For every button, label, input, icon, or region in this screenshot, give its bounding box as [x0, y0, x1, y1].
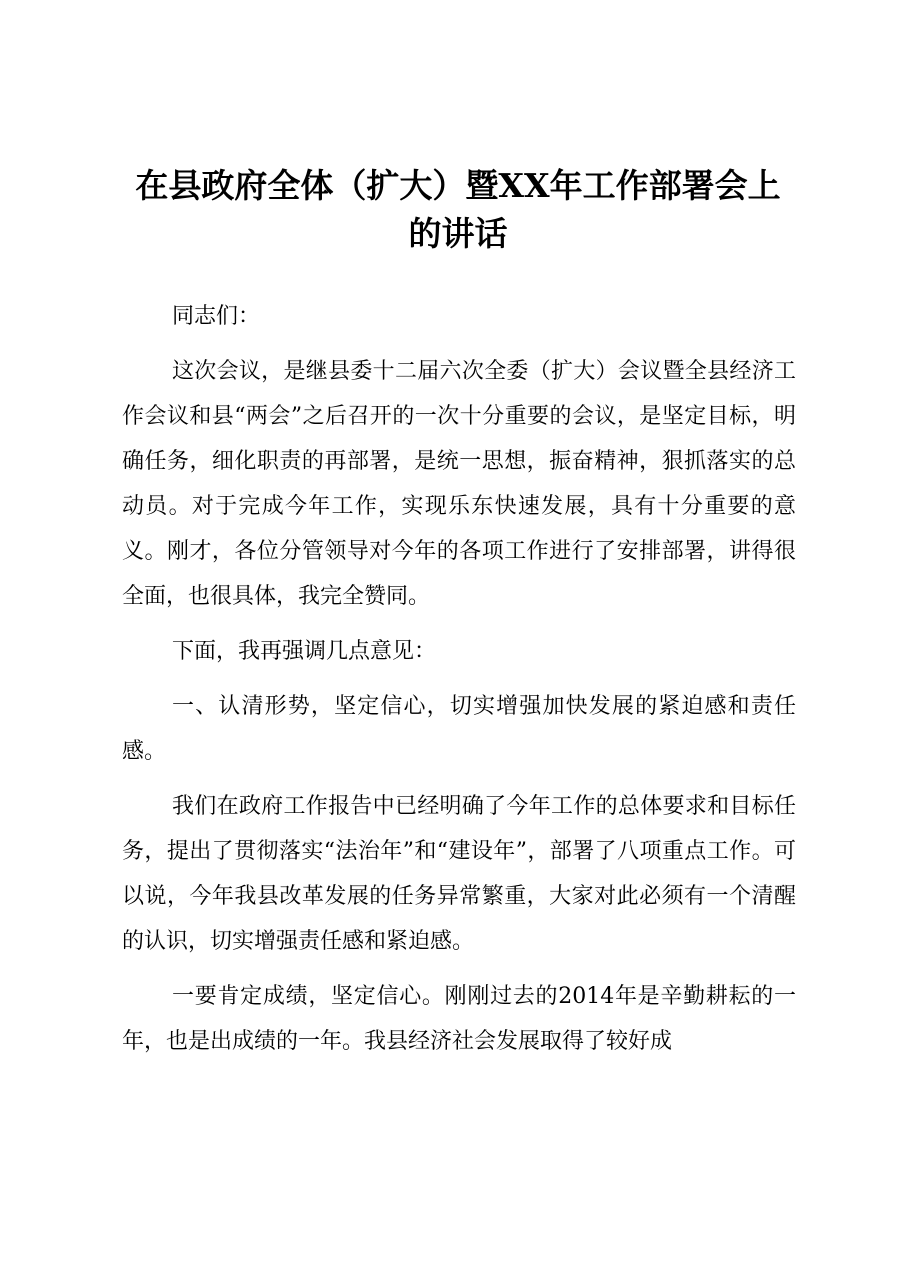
- title-line-1: 在县政府全体（扩大）暨XX年工作部署会上: [135, 166, 781, 205]
- salutation: 同志们：: [172, 304, 261, 329]
- title-line-2: 的讲话: [408, 214, 508, 253]
- document-title: [120, 162, 796, 258]
- paragraph-intro-points: 下面，我再强调几点意见：: [172, 639, 437, 664]
- document-body: [122, 294, 796, 1064]
- paragraph-meeting-significance: 这次会议，是继县委十二届六次全委（扩大）会议暨全县经济工作会议和县“两会”之后召开的一次十分重要的会议，是坚定目标，明确任务，细化职责的再部署，是统一思想，振奋精神，狠抓落实的总动员。对于完成今年工作，实现乐东快速发展，具有十分重要的意义。刚才，各位分管领导对今年的各项工作进行了安排部署，讲得很全面，也很具体，我完全赞同。: [122, 359, 796, 609]
- section-heading-1: 一、认清形势，坚定信心，切实增强加快发展的紧迫感和责任感。: [122, 694, 796, 764]
- paragraph-goals: 我们在政府工作报告中已经明确了今年工作的总体要求和目标任务，提出了贯彻落实“法治年”和“建设年”，部署了八项重点工作。可以说，今年我县改革发展的任务异常繁重，大家对此必须有一个清醒的认识，切实增强责任感和紧迫感。: [122, 794, 796, 954]
- paragraph-achievements: 一要肯定成绩，坚定信心。刚刚过去的2014年是辛勤耕耘的一年，也是出成绩的一年。我县经济社会发展取得了较好成: [122, 984, 796, 1054]
